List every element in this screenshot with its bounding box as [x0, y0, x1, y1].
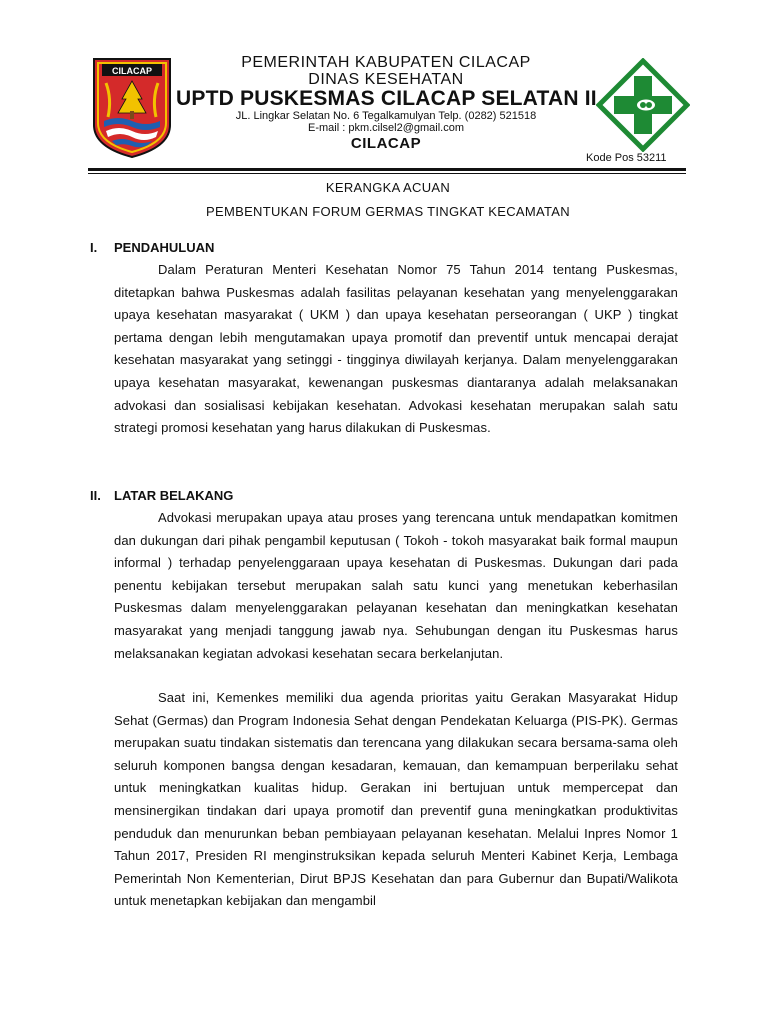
puskesmas-cross-logo	[596, 58, 690, 152]
letterhead-divider	[88, 168, 686, 171]
logo-label: CILACAP	[112, 66, 152, 76]
section-title: LATAR BELAKANG	[114, 488, 234, 503]
city-name: CILACAP	[350, 135, 422, 152]
paragraph-germas: Saat ini, Kemenkes memiliki dua agenda prioritas yaitu Gerakan Masyarakat Hidup Sehat (Germas) dan Program Indonesia Sehat dengan Pendekatan Keluarga (PIS-PK). Germas merupakan suatu tindakan sistematis dan terencana yang dilakukan secara bersama-sama oleh seluruh komponen bangsa dengan kesadaran, kemauan, dan kemampuan berperilaku sehat untuk meningkatkan kualitas hidup. Gerakan ini bertujuan untuk mempercepat dan mensinergikan tindakan dari upaya promotif dan preventif guna meningkatkan produktivitas penduduk dan menurunkan beban pembiayaan pelayanan kesehatan. Melalui Inpres Nomor 1 Tahun 2017, Presiden RI menginstruksikan kepada seluruh Menteri Kabinet Kerja, Lembaga Pemerintah Non Kementerian, Dirut BPJS Kesehatan dan para Gubernur dan Bupati/Walikota untuk menetapkan kebijakan dan mengambil	[114, 690, 678, 909]
department-name: DINAS KESEHATAN	[308, 71, 464, 88]
cilacap-coat-of-arms-logo	[90, 55, 174, 159]
address-line: JL. Lingkar Selatan No. 6 Tegalkamulyan Telp. (0282) 521518	[235, 110, 537, 122]
institution-name: UPTD PUSKESMAS CILACAP SELATAN II	[176, 87, 597, 110]
document-title: KERANGKA ACUAN	[325, 180, 451, 195]
document-subtitle: PEMBENTUKAN FORUM GERMAS TINGKAT KECAMATAN	[206, 204, 570, 219]
paragraph-advokasi: Advokasi merupakan upaya atau proses yang terencana untuk mendapatkan komitmen dan dukungan dari pihak pengambil keputusan ( Tokoh - tokoh masyarakat baik formal maupun informal ) terhadap penyelenggaraan upaya kesehatan di Puskesmas. Dukungan dari pada penentu kebijakan tersebut merupakan salah satu kunci yang menetukan keberhasilan Puskesmas dalam menyelenggarakan pelayanan kesehatan dan meningkatkan kesehatan masyarakat yang menjadi tanggung jawab nya. Sehubungan dengan itu Puskesmas harus melaksanakan kegiatan advokasi kesehatan secara berkelanjutan.	[114, 510, 678, 661]
section-number: II.	[90, 488, 101, 503]
section-heading-pendahuluan	[90, 240, 214, 255]
section-number: I.	[90, 240, 98, 255]
paragraph-pendahuluan: Dalam Peraturan Menteri Kesehatan Nomor 75 Tahun 2014 tentang Puskesmas, ditetapkan bahwa Puskesmas adalah fasilitas pelayanan kesehatan yang menyelenggarakan upaya kesehatan masyarakat ( UKM ) dan upaya kesehatan perseorangan ( UKP ) tingkat pertama dengan lebih mengutamakan upaya promotif dan preventif untuk mencapai derajat kesehatan masyarakat yang setinggi - tingginya diwilayah kerjanya. Dalam menyelenggarakan upaya kesehatan masyarakat, kewenangan puskesmas diantaranya adalah melaksanakan advokasi dan sosialisasi kebijakan kesehatan. Advokasi kesehatan merupakan salah satu strategi promosi kesehatan yang harus dilakukan di Puskesmas.	[114, 262, 678, 436]
section-title: PENDAHULUAN	[114, 240, 215, 255]
section-heading-latar-belakang	[90, 488, 233, 503]
postal-code: Kode Pos 53211	[586, 152, 667, 164]
letterhead-divider-thin	[88, 173, 686, 174]
email-line: E-mail : pkm.cilsel2@gmail.com	[307, 122, 465, 134]
government-name: PEMERINTAH KABUPATEN CILACAP	[241, 54, 531, 71]
